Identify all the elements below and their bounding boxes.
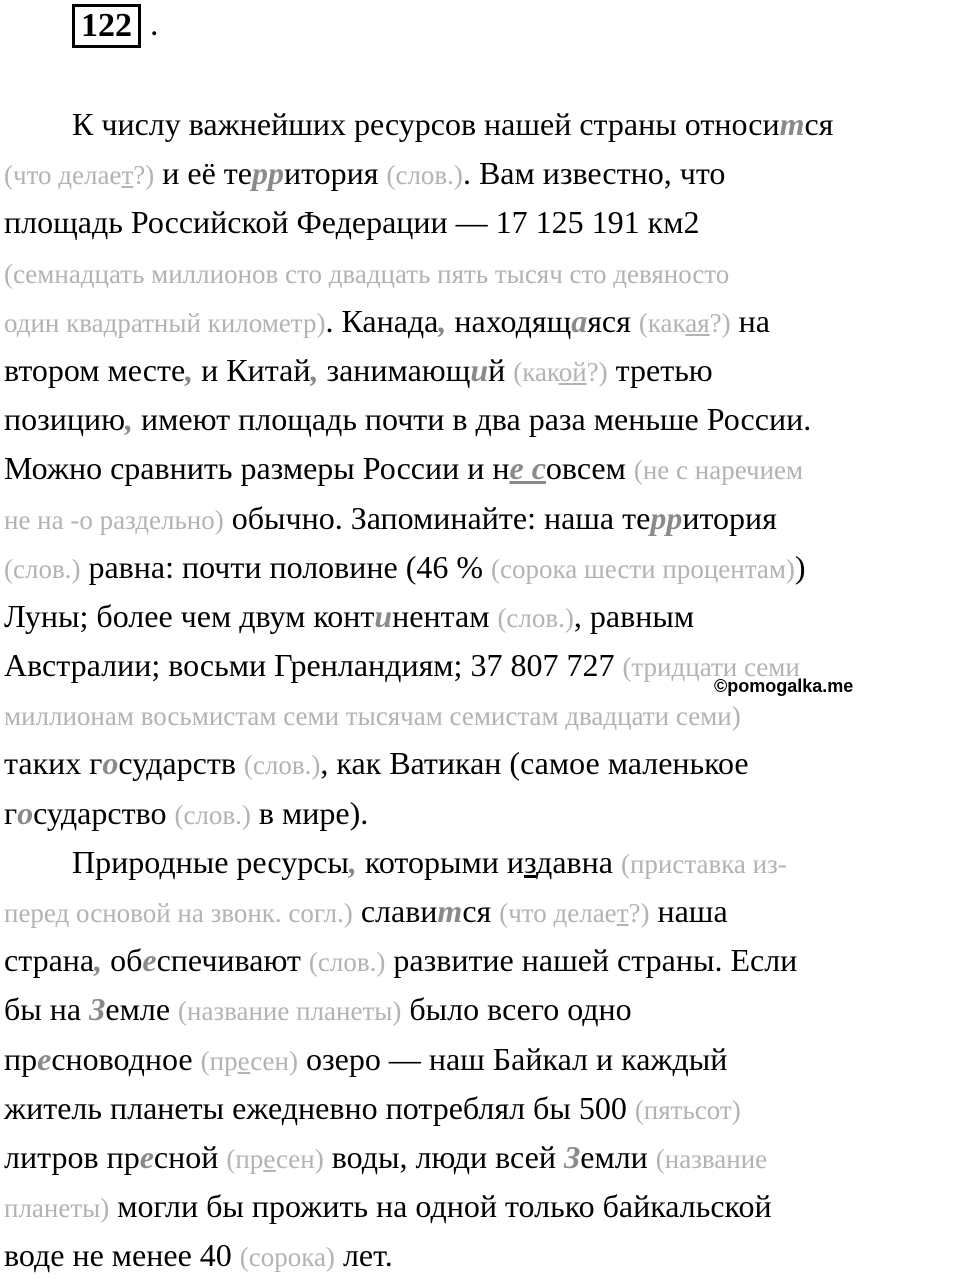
text-segment: занимающ [318, 351, 471, 388]
grammar-hint: (приставка из- [620, 848, 787, 879]
text-segment: могли бы прожить на одной только байкальской [109, 1188, 772, 1225]
text-segment: емле [105, 991, 179, 1028]
text-segment: развитие нашей страны. Если [385, 942, 798, 979]
highlighted-letter: е [142, 942, 157, 979]
text-line [4, 297, 960, 346]
highlighted-letter: и [470, 351, 489, 388]
text-line [4, 1133, 960, 1182]
highlighted-letter: , [438, 302, 447, 339]
text-line [4, 1231, 960, 1280]
text-line [4, 1035, 960, 1084]
text-segment: позицию [4, 401, 126, 438]
text-segment: было всего одно [401, 991, 632, 1028]
highlighted-letter: е с [509, 450, 546, 487]
text-segment: бы на [4, 991, 90, 1028]
text-segment: сударство [33, 794, 175, 831]
grammar-hint: е [237, 1045, 251, 1076]
text-segment: ) [794, 548, 806, 585]
text-line [4, 494, 960, 543]
text-line [4, 543, 960, 592]
text-segment: сноводное [51, 1040, 201, 1077]
text-line [4, 592, 960, 641]
grammar-hint: один квадратный километр) [4, 307, 326, 338]
text-segment: которыми и [356, 843, 524, 880]
text-segment: з [523, 843, 537, 880]
text-segment: в мире). [250, 794, 369, 831]
text-segment: равна: почти половине (46 % [80, 548, 492, 585]
grammar-hint: (что делае [4, 160, 122, 191]
grammar-hint: сен) [250, 1045, 298, 1076]
grammar-hint: (тридцати семи [622, 652, 800, 683]
text-segment: овсем [545, 450, 634, 487]
text-line [4, 100, 960, 149]
text-line [4, 887, 960, 936]
grammar-hint: ой [558, 356, 587, 387]
text-segment: ся [804, 106, 834, 142]
grammar-hint: (название [655, 1143, 768, 1174]
text-segment: спечивают [156, 942, 309, 979]
text-segment: и её те [154, 155, 252, 192]
text-line [4, 395, 960, 444]
text-segment: таких г [4, 745, 103, 782]
exercise-number-dot: . [150, 6, 159, 43]
text-segment: К числу важнейших ресурсов нашей страны относи [72, 106, 780, 142]
text-segment: давна [536, 843, 621, 880]
text-segment: об [102, 942, 143, 979]
text-segment: яся [587, 302, 639, 339]
grammar-hint: не на -о раздельно) [4, 504, 224, 535]
highlighted-letter: З [89, 991, 106, 1028]
highlighted-letter: т [437, 893, 463, 929]
text-segment: сударств [118, 745, 244, 782]
text-segment: пр [4, 1040, 38, 1077]
text-segment: площадь Российской Федерации — 17 125 191 км2 [4, 204, 700, 241]
text-segment: воде не менее 40 [4, 1237, 240, 1274]
text-segment: нентам [392, 597, 498, 634]
grammar-hint: ?) [709, 307, 731, 338]
text-segment: итория [682, 499, 777, 536]
grammar-hint: сен) [275, 1143, 324, 1174]
text-segment: слави [352, 893, 438, 929]
grammar-hint: (что делае [499, 898, 617, 928]
grammar-hint: ?) [133, 160, 155, 191]
highlighted-letter: о [102, 745, 119, 782]
text-line [4, 149, 960, 198]
grammar-hint: (слов.) [4, 553, 81, 584]
text-segment: страна [4, 942, 95, 979]
highlighted-letter: рр [650, 499, 683, 536]
highlighted-letter: и [374, 597, 393, 634]
grammar-hint: (слов.) [308, 947, 386, 978]
text-segment: третью [607, 351, 713, 388]
highlighted-letter: , [94, 942, 103, 979]
text-line [4, 346, 960, 395]
text-segment: на [730, 302, 770, 339]
grammar-hint: т [616, 898, 629, 928]
grammar-hint: (как [638, 307, 686, 338]
text-segment: воды, люди всей [323, 1138, 564, 1175]
grammar-hint: (семнадцать миллионов сто двадцать пять тысяч сто девяносто [4, 258, 730, 289]
text-segment: итория [283, 155, 387, 192]
text-segment: . Вам известно, что [462, 155, 726, 192]
highlighted-letter: а [571, 302, 588, 339]
highlighted-letter: е [139, 1138, 154, 1175]
highlighted-letter: , [185, 351, 194, 388]
text-line [4, 936, 960, 985]
text-segment: Можно сравнить размеры России и н [4, 450, 510, 487]
grammar-hint: ?) [586, 356, 608, 387]
text-line [4, 444, 960, 493]
text-segment: обычно. Запоминайте: наша те [223, 499, 651, 536]
grammar-hint: (слов.) [497, 602, 574, 633]
text-line [4, 1182, 960, 1231]
highlighted-letter: о [17, 794, 34, 831]
grammar-hint: (название планеты) [178, 996, 402, 1027]
text-segment: емли [580, 1138, 656, 1175]
text-segment: , равным [573, 597, 695, 634]
text-segment: лет. [334, 1237, 393, 1274]
watermark: ©pomogalka.me [714, 676, 854, 696]
highlighted-letter: , [310, 351, 319, 388]
grammar-hint: (слов.) [386, 160, 463, 191]
text-segment: находящ [446, 302, 572, 339]
text-line [4, 739, 960, 788]
grammar-hint: (слов.) [243, 750, 321, 781]
text-segment: житель планеты ежедневно потреблял бы 500 [4, 1089, 635, 1126]
grammar-hint: (как [513, 356, 559, 387]
highlighted-letter: е [37, 1040, 52, 1077]
text-segment: имеют площадь почти в два раза меньше России. [133, 401, 812, 438]
text-segment: г [4, 794, 18, 831]
text-segment: Природные ресурсы [72, 843, 349, 880]
highlighted-letter: рр [251, 155, 284, 192]
highlighted-letter: , [348, 843, 357, 880]
text-segment: наша [649, 893, 728, 929]
text-segment: озеро — наш Байкал и каждый [297, 1040, 728, 1077]
highlighted-letter: З [563, 1138, 581, 1175]
grammar-hint: ?) [628, 898, 650, 928]
grammar-hint: т [121, 160, 134, 191]
text-segment: и Китай [193, 351, 311, 388]
text-line [4, 690, 960, 739]
text-segment: Луны; более чем двум конт [4, 597, 375, 634]
exercise-number: 122 [72, 4, 141, 48]
grammar-hint: (не с наречием [633, 455, 804, 486]
text-line [4, 789, 960, 838]
grammar-hint: (сорока шести процентам) [491, 553, 795, 584]
grammar-hint: е [263, 1143, 276, 1174]
text-segment: й [488, 351, 514, 388]
text-line [4, 985, 960, 1034]
text-segment: Австралии; восьми Гренландиям; 37 807 727 [4, 647, 623, 684]
grammar-hint: (пр [200, 1045, 238, 1076]
text-segment: втором месте [4, 351, 186, 388]
grammar-hint: перед основой на звонк. согл.) [4, 898, 353, 928]
text-line [4, 838, 960, 887]
text-segment: ся [462, 893, 500, 929]
text-segment: . Канада [325, 302, 439, 339]
grammar-hint: (пятьсот) [634, 1094, 741, 1125]
grammar-hint: ая [685, 307, 710, 338]
grammar-hint: (пр [226, 1143, 264, 1174]
text-segment: литров пр [4, 1138, 140, 1175]
grammar-hint: (сорока) [239, 1242, 335, 1273]
text-line [4, 248, 960, 297]
grammar-hint: миллионам восьмистам семи тысячам семистам двадцати семи) [4, 701, 741, 732]
grammar-hint: (слов.) [174, 799, 251, 830]
highlighted-letter: , [125, 401, 134, 438]
text-line [4, 198, 960, 247]
text-segment: сной [153, 1138, 227, 1175]
grammar-hint: планеты) [4, 1193, 110, 1224]
highlighted-letter: т [779, 106, 805, 142]
text-segment: , как Ватикан (самое маленькое [320, 745, 749, 782]
text-line [4, 1084, 960, 1133]
